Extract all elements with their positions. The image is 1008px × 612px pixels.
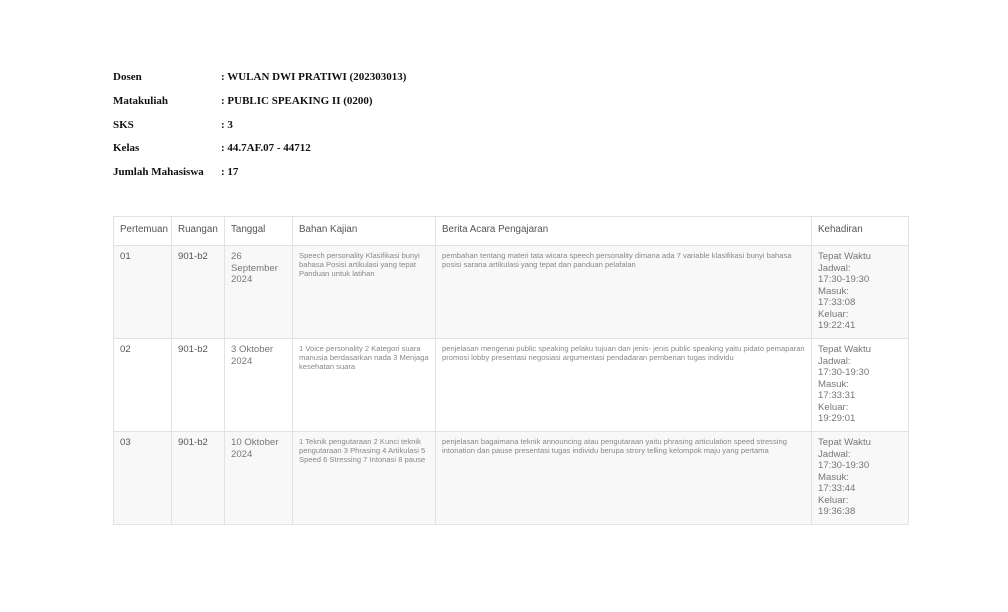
table-header-row [114,217,909,246]
attendance-schedule-label: Jadwal: [818,448,851,460]
header-tanggal: Tanggal [225,217,293,246]
attendance-out-time: 19:22:41 [818,320,856,331]
attendance-table [113,216,909,525]
table-row [114,339,909,432]
info-value: : WULAN DWI PRATIWI (202303013) [221,71,407,83]
cell-kehadiran [812,246,909,339]
info-label: Dosen [113,71,142,83]
table-row [114,246,909,339]
cell-tanggal: 3 Oktober 2024 [225,339,293,432]
attendance-out-time: 19:36:38 [818,506,856,517]
header-ruangan: Ruangan [172,217,225,246]
attendance-in-label: Masuk: [818,471,849,483]
attendance-in-label: Masuk: [818,378,849,390]
cell-berita-acara: penjelasan mengenai public speaking pelaku tujuan dan jenis- jenis public speaking yaitu pidato pemaparan promosi lobby presentasi negosiasi argumentasi pendadaran pemberian tugas individu [436,339,812,432]
header-bahan-kajian: Bahan Kajian [293,217,436,246]
cell-kehadiran [812,432,909,525]
attendance-schedule-label: Jadwal: [818,355,851,367]
attendance-out-label: Keluar: [818,401,849,413]
attendance-in-time: 17:33:31 [818,390,856,401]
attendance-out-time: 19:29:01 [818,413,856,424]
header-pertemuan: Pertemuan [114,217,172,246]
attendance-status: Tepat Waktu [818,437,871,448]
attendance-schedule-label: Jadwal: [818,262,851,274]
cell-pertemuan: 03 [114,432,172,525]
cell-ruangan: 901-b2 [172,432,225,525]
cell-tanggal: 26 September 2024 [225,246,293,339]
attendance-in-time: 17:33:44 [818,483,856,494]
header-kehadiran: Kehadiran [812,217,909,246]
cell-berita-acara: pembahan tentang materi tata wicara speech personality dimana ada 7 variable klasifikasi bunyi bahasa posisi sarana artikulasi yang tepat dan panduan pelafalan [436,246,812,339]
attendance-in-time: 17:33:08 [818,297,856,308]
cell-pertemuan: 01 [114,246,172,339]
cell-kehadiran [812,339,909,432]
attendance-status: Tepat Waktu [818,344,871,355]
attendance-schedule: 17:30-19:30 [818,460,870,471]
attendance-in-label: Masuk: [818,285,849,297]
header-berita-acara: Berita Acara Pengajaran [436,217,812,246]
cell-tanggal: 10 Oktober 2024 [225,432,293,525]
cell-pertemuan: 02 [114,339,172,432]
info-value: : PUBLIC SPEAKING II (0200) [221,94,373,107]
cell-bahan-kajian: 1 Teknik pengutaraan 2 Kunci teknik pengutaraan 3 Phrasing 4 Artikulasi 5 Speed 6 Stressing 7 Intonasi 8 pause [293,432,436,525]
cell-bahan-kajian: Speech personality Klasifikasi bunyi bahasa Posisi artikulasi yang tepat Panduan untuk latihan [293,246,436,339]
info-value: : 3 [221,118,233,131]
info-value: : 17 [221,166,239,179]
info-label: SKS [113,118,134,131]
attendance-schedule: 17:30-19:30 [818,274,870,285]
attendance-schedule: 17:30-19:30 [818,367,870,378]
attendance-out-label: Keluar: [818,494,849,506]
info-label: Matakuliah [113,94,169,107]
info-label: Jumlah Mahasiswa [113,166,204,179]
cell-berita-acara: penjelasan bagaimana teknik announcing atau pengutaraan yaitu phrasing articulation speed stressing intonation dan pause presentasi tugas individu berupa strory telling kelompok maju yang pertama [436,432,812,525]
info-value: : 44.7AF.07 - 44712 [221,142,311,155]
cell-ruangan: 901-b2 [172,246,225,339]
info-label: Kelas [113,142,140,155]
cell-bahan-kajian: 1 Voice personality 2 Kategori suara manusia berdasarkan nada 3 Menjaga kesehatan suara [293,339,436,432]
table-row [114,432,909,525]
attendance-out-label: Keluar: [818,308,849,320]
attendance-status: Tepat Waktu [818,251,871,262]
cell-ruangan: 901-b2 [172,339,225,432]
